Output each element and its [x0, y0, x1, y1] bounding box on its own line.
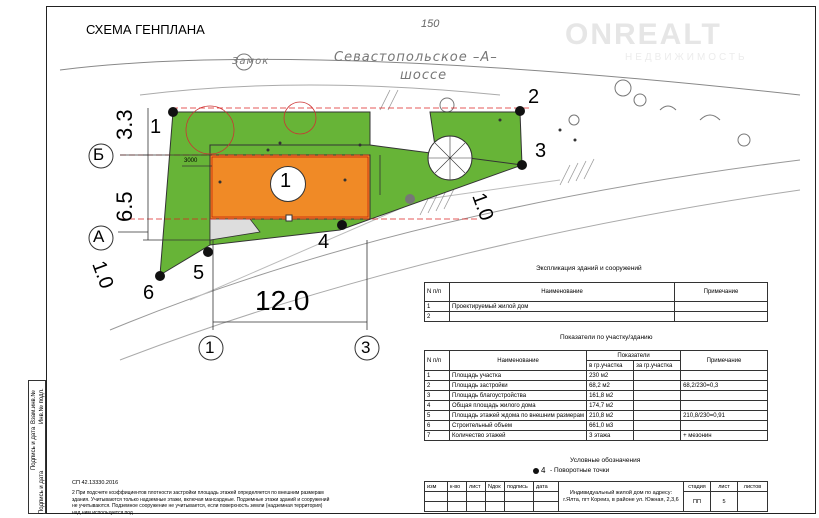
stamp-header: Nдок	[486, 482, 505, 492]
side-label-replace: Взам.инв.№	[31, 390, 37, 424]
legend-caption: Условные обозначения	[570, 457, 641, 464]
point-4-label: 4	[318, 231, 330, 253]
stamp-stage-header: стадия	[684, 482, 711, 492]
cell: 210,8/230=0,91	[681, 411, 768, 421]
cell: 2	[425, 312, 450, 322]
cell: 4	[425, 401, 450, 411]
cell: 161,8 м2	[587, 391, 634, 401]
cell: 7	[425, 431, 450, 441]
cell: 2	[425, 381, 450, 391]
point-2-label: 2	[528, 86, 540, 108]
header-indicators: Показатели	[587, 351, 681, 361]
cell: Общая площадь жилого дома	[450, 401, 587, 411]
cell	[634, 431, 681, 441]
cell: + мезонин	[681, 431, 768, 441]
cell: 174,7 м2	[587, 401, 634, 411]
cell: Площадь благоустройства	[450, 391, 587, 401]
notes-ref: СП 42.13330.2016	[72, 480, 119, 486]
table-header-row	[425, 283, 768, 302]
cell: Строительный объем	[450, 421, 587, 431]
dim-3-3: 3.3	[112, 109, 137, 140]
point-6-label: 6	[143, 282, 155, 304]
header-note: Примечание	[675, 283, 768, 302]
side-label-inv: Инв.№ подл.	[39, 388, 45, 424]
cell: Площадь участка	[450, 371, 587, 381]
stamp-header: дата	[534, 482, 559, 492]
stamp-header: лист	[467, 482, 486, 492]
cell: 5	[425, 411, 450, 421]
axis-1-label: 1	[205, 338, 215, 357]
cell	[450, 312, 675, 322]
cell: Площадь этажей ждома по внешним размерам	[450, 411, 587, 421]
parcel-table	[424, 350, 768, 441]
cell	[634, 381, 681, 391]
cell	[681, 371, 768, 381]
building-label: 1	[280, 170, 292, 192]
table-row	[425, 312, 768, 322]
point-1-label: 1	[150, 116, 162, 138]
cell: 3	[425, 391, 450, 401]
cell: 661,0 м3	[587, 421, 634, 431]
stamp-sheet: 5	[711, 492, 738, 512]
cell	[681, 421, 768, 431]
header-name: Наименование	[450, 283, 675, 302]
stamp-header: изм	[425, 482, 448, 492]
legend-item-num: 4	[541, 466, 546, 475]
table-row	[425, 391, 768, 401]
header-per-parcel: в гр.участка	[587, 361, 634, 371]
cell: 230 м2	[587, 371, 634, 381]
dim-12-0: 12.0	[255, 285, 310, 316]
table-row	[425, 431, 768, 441]
table-row	[425, 401, 768, 411]
buildings-table-caption: Экспликация зданий и сооружений	[536, 265, 642, 272]
buildings-table	[424, 282, 768, 322]
dim-1-0-left: 1.0	[87, 258, 118, 292]
side-label-sign-1: Подпись и дата	[31, 426, 37, 470]
cell: Площадь застройки	[450, 381, 587, 391]
stamp-project: Индивидуальный жилой дом по адресу: г.Ялта, пгт Кореиз, в районе ул. Южная, 2,3,6	[559, 482, 684, 512]
stamp-sheets-header: листов	[738, 482, 768, 492]
point-3-label: 3	[535, 140, 547, 162]
cell: 3 этажа	[587, 431, 634, 441]
table-row	[425, 302, 768, 312]
parcel-table-caption: Показатели по участку/зданию	[560, 334, 653, 341]
cell	[634, 411, 681, 421]
table-row	[425, 421, 768, 431]
cell	[634, 371, 681, 381]
header-note: Примечание	[681, 351, 768, 371]
cell: 6	[425, 421, 450, 431]
cell: 1	[425, 302, 450, 312]
cell: 1	[425, 371, 450, 381]
stamp-stage: ПП	[684, 492, 711, 512]
dim-1-0-right: 1.0	[467, 190, 498, 224]
notes-text: 2 При подсчете коэффициентов плотности застройки площадь этажей определяется по внешним размерам здания. Учитываются только надземные этажи, включая мансардные. Подземные этажи зданий и сооружений не учитываются. Подземное сооружение не учитывается, если поверхность земли (надземная территория) над ним используется под	[72, 490, 330, 516]
stamp-sheet-header: лист	[711, 482, 738, 492]
cell	[634, 401, 681, 411]
cell: Количество этажей	[450, 431, 587, 441]
stamp-row	[425, 482, 768, 492]
table-row	[425, 411, 768, 421]
cell: 68,2 м2	[587, 381, 634, 391]
cell	[634, 391, 681, 401]
stamp-header: подпись	[505, 482, 534, 492]
axis-a-label: А	[93, 227, 105, 246]
watermark-sub: НЕДВИЖИМОСТЬ	[625, 52, 748, 63]
cell	[675, 302, 768, 312]
legend-item-text: - Поворотные точки	[550, 467, 610, 474]
cell: Проектируемый жилой дом	[450, 302, 675, 312]
axis-3-label: 3	[361, 338, 371, 357]
castle-label: Замок	[232, 56, 270, 67]
axis-b-label: Б	[93, 145, 105, 164]
watermark-brand: ONREALT	[565, 18, 722, 51]
cell	[634, 421, 681, 431]
street-name-line1: Севастопольское –A–	[334, 50, 498, 65]
table-header-row	[425, 351, 768, 361]
cell: 210,8 м2	[587, 411, 634, 421]
point-5-label: 5	[193, 262, 205, 284]
side-label-sign-2: Подпись и дата	[39, 470, 45, 514]
cell: 68,2/230=0,3	[681, 381, 768, 391]
dim-6-5: 6.5	[112, 191, 137, 222]
header-num: N п/п	[425, 283, 450, 302]
turning-point-icon	[533, 468, 539, 474]
cell	[675, 312, 768, 322]
stamp-header: к-во	[448, 482, 467, 492]
dim-3000: 3000	[184, 158, 198, 164]
cell	[681, 391, 768, 401]
stamp-sheets	[738, 492, 768, 512]
header-name: Наименование	[450, 351, 587, 371]
table-row	[425, 371, 768, 381]
street-name-line2: шоссе	[400, 68, 448, 83]
header-outside: за гр.участка	[634, 361, 681, 371]
header-num: N п/п	[425, 351, 450, 371]
title-stamp	[424, 481, 768, 512]
table-row	[425, 381, 768, 391]
scale-label: 150	[421, 18, 440, 30]
page-title: СХЕМА ГЕНПЛАНА	[86, 22, 205, 37]
cell	[681, 401, 768, 411]
